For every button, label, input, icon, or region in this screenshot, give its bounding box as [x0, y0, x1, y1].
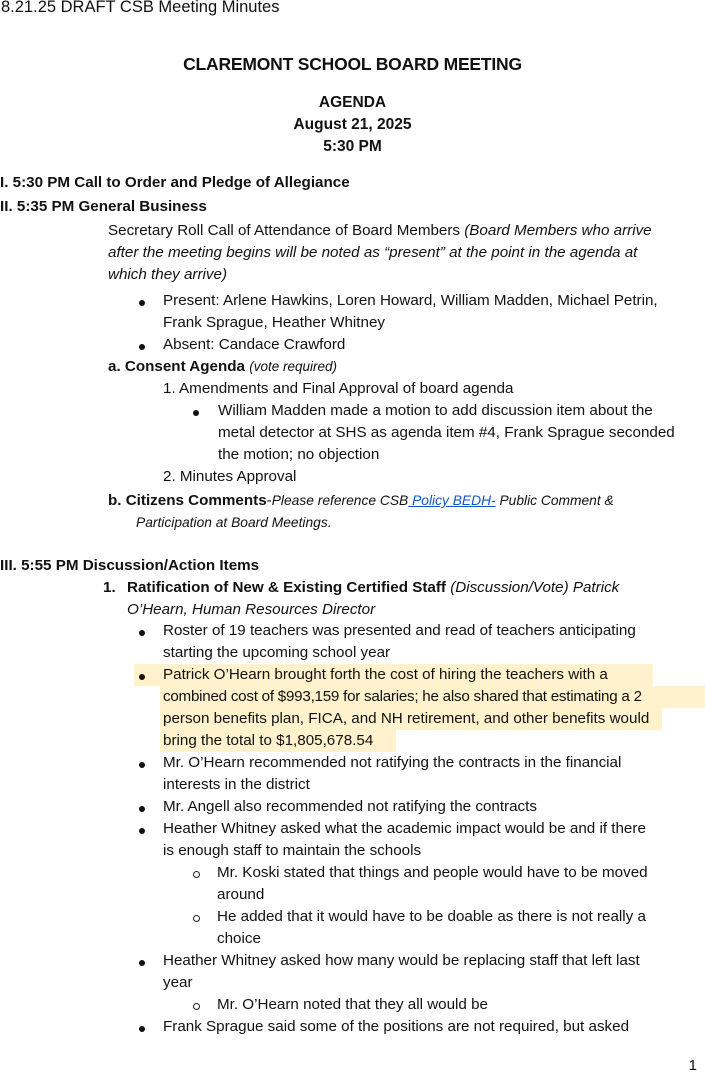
discussion-item-1-number: 1.: [103, 579, 116, 596]
circle-bullet-icon: [193, 871, 200, 878]
discussion-item-1-heading: [127, 577, 619, 599]
motion-line-1: William Madden made a motion to add discussion item about the: [218, 402, 653, 419]
section-2-heading: II. 5:35 PM General Business: [0, 198, 207, 215]
absent-line: Absent: Candace Crawford: [163, 336, 346, 353]
bullet-icon: [139, 344, 145, 350]
bullet-icon: [139, 762, 145, 768]
citizens-comments-line-1: [108, 490, 614, 512]
ohearn-noted-line: Mr. O’Hearn noted that they all would be: [217, 996, 488, 1013]
consent-agenda-label: a. Consent Agenda: [108, 358, 250, 375]
roster-line-1: Roster of 19 teachers was presented and read of teachers anticipating: [163, 622, 636, 639]
bullet-icon: [139, 1026, 145, 1032]
present-line-2: Frank Sprague, Heather Whitney: [163, 314, 386, 331]
whitney-replacing-line-1: Heather Whitney asked how many would be replacing staff that left last: [163, 952, 640, 969]
whitney-replacing-line-2: year: [163, 974, 193, 991]
koski-line-1: Mr. Koski stated that things and people would have to be moved: [217, 864, 648, 881]
policy-bedh-link[interactable]: Policy BEDH-: [408, 493, 496, 508]
circle-bullet-icon: [193, 915, 200, 922]
citizens-comments-dash: -: [266, 492, 272, 509]
consent-agenda-note: (vote required): [249, 359, 338, 374]
recommend-line-2: interests in the district: [163, 776, 310, 793]
meeting-date: August 21, 2025: [293, 116, 412, 133]
circle-bullet-icon: [193, 1003, 200, 1010]
roster-line-2: starting the upcoming school year: [163, 644, 391, 661]
cost-line-3: person benefits plan, FICA, and NH retirement, and other benefits would: [163, 710, 650, 727]
page-header: 8.21.25 DRAFT CSB Meeting Minutes: [1, 0, 280, 16]
cost-line-4: bring the total to $1,805,678.54: [163, 732, 374, 749]
discussion-item-1-note-2: O’Hearn, Human Resources Director: [127, 601, 376, 618]
motion-line-2: metal detector at SHS as agenda item #4, Frank Sprague seconded: [218, 424, 675, 441]
consent-item-1: 1. Amendments and Final Approval of board agenda: [163, 380, 514, 397]
citizens-comments-label: b. Citizens Comments: [108, 492, 267, 509]
motion-line-3: the motion; no objection: [218, 446, 380, 463]
angell-line: Mr. Angell also recommended not ratifying the contracts: [163, 798, 537, 815]
whitney-impact-line-1: Heather Whitney asked what the academic impact would be and if there: [163, 820, 646, 837]
doable-line-2: choice: [217, 930, 261, 947]
roll-call-text: Secretary Roll Call of Attendance of Board Members: [108, 222, 465, 239]
roll-call-note-1: (Board Members who arrive: [464, 222, 652, 239]
roll-call-line-1: [108, 220, 652, 242]
roll-call-note-3: which they arrive): [108, 266, 228, 283]
bullet-icon: [139, 960, 145, 966]
consent-item-2: 2. Minutes Approval: [163, 468, 297, 485]
bullet-icon: [193, 410, 199, 416]
cost-line-1: Patrick O’Hearn brought forth the cost of hiring the teachers with a: [163, 666, 608, 683]
citizens-comments-text: Please reference CSB: [271, 493, 409, 508]
citizens-comments-line-2: Participation at Board Meetings.: [136, 515, 332, 530]
doable-line-1: He added that it would have to be doable as there is not really a: [217, 908, 646, 925]
agenda-label: AGENDA: [318, 94, 387, 111]
discussion-item-1-note-1: (Discussion/Vote) Patrick: [450, 579, 620, 596]
bullet-icon: [139, 806, 145, 812]
consent-agenda-heading: [108, 356, 337, 378]
whitney-impact-line-2: is enough staff to maintain the schools: [163, 842, 422, 859]
cost-line-2: combined cost of $993,159 for salaries; he also shared that estimating a 2: [163, 688, 642, 705]
section-3-heading: III. 5:55 PM Discussion/Action Items: [0, 557, 260, 574]
recommend-line-1: Mr. O’Hearn recommended not ratifying the contracts in the financial: [163, 754, 622, 771]
discussion-item-1-title: Ratification of New & Existing Certified Staff: [127, 579, 451, 596]
bullet-icon: [139, 828, 145, 834]
sprague-line: Frank Sprague said some of the positions are not required, but asked: [163, 1018, 630, 1035]
citizens-comments-text-post: Public Comment &: [495, 493, 614, 508]
bullet-icon: [139, 674, 145, 680]
meeting-time: 5:30 PM: [323, 138, 382, 155]
document-title: CLAREMONT SCHOOL BOARD MEETING: [183, 54, 522, 74]
bullet-icon: [139, 300, 145, 306]
page-number: 1: [688, 1057, 697, 1074]
koski-line-2: around: [217, 886, 265, 903]
section-1-heading: I. 5:30 PM Call to Order and Pledge of Allegiance: [0, 174, 350, 191]
bullet-icon: [139, 630, 145, 636]
roll-call-note-2: after the meeting begins will be noted as “present” at the point in the agenda at: [108, 244, 638, 261]
present-line-1: Present: Arlene Hawkins, Loren Howard, William Madden, Michael Petrin,: [163, 292, 658, 309]
